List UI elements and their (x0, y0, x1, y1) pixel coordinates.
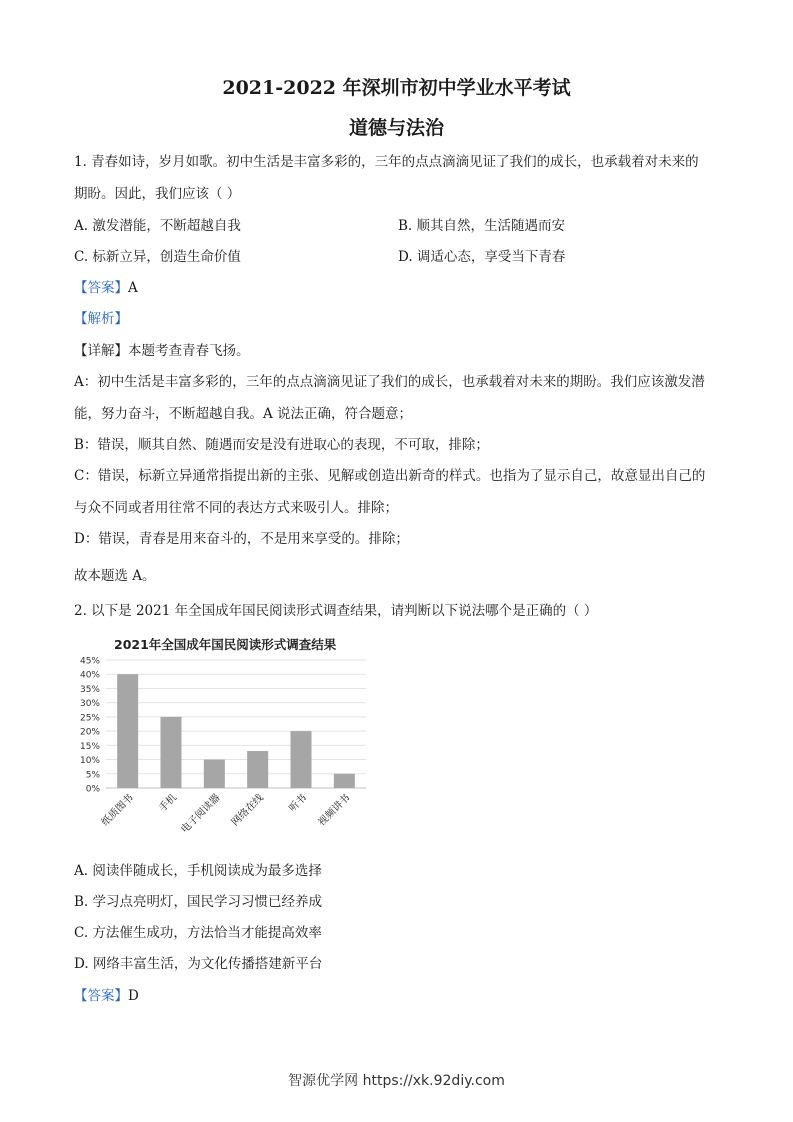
q1-option-a: A. 激发潜能，不断超越自我 (74, 218, 241, 234)
x-category-label: 听书 (287, 792, 310, 815)
subject-title: 道德与法治 (348, 117, 444, 139)
y-tick-label: 15% (79, 741, 100, 752)
y-tick-label: 10% (79, 756, 100, 767)
bar (291, 731, 312, 788)
y-tick-label: 25% (79, 713, 100, 724)
y-tick-label: 40% (79, 670, 100, 681)
q1-stem-line1: 1. 青春如诗，岁月如歌。初中生活是丰富多彩的，三年的点点滴滴见证了我们的成长，也承载着对未来的 (74, 154, 699, 170)
x-category-label: 手机 (157, 792, 180, 815)
q2-option-c: C. 方法催生成功，方法恰当才能提高效率 (74, 925, 322, 941)
bar (204, 760, 225, 788)
q2-option-a: A. 阅读伴随成长，手机阅读成为最多选择 (74, 863, 322, 879)
q2-option-b: B. 学习点亮明灯，国民学习习惯已经养成 (74, 894, 323, 910)
q2-option-d: D. 网络丰富生活，为文化传播搭建新平台 (74, 956, 323, 972)
q1-conclusion: 故本题选 A。 (74, 568, 156, 584)
y-tick-label: 5% (85, 770, 100, 781)
q1-stem-line2: 期盼。因此，我们应该（ ） (74, 186, 241, 202)
reading-form-chart (74, 630, 374, 845)
chart-title: 2021年全国成年国民阅读形式调查结果 (114, 637, 337, 652)
q1-answer-tag: 【答案】 (74, 280, 128, 296)
q1-option-d: D. 调适心态，享受当下青春 (398, 249, 566, 265)
q1-option-c: C. 标新立异，创造生命价值 (74, 249, 241, 265)
q1-analysis-c-line2: 与众不同或者用往常不同的表达方式来吸引人。排除； (74, 500, 398, 516)
bar-chart-svg (74, 630, 374, 845)
q1-analysis-a-line1: A：初中生活是丰富多彩的，三年的点点滴滴见证了我们的成长，也承载着对未来的期盼。我们应该激发潜 (74, 374, 705, 390)
y-tick-label: 30% (79, 699, 100, 710)
q1-analysis-tag: 【解析】 (74, 311, 128, 327)
q1-answer (74, 276, 138, 296)
bar (334, 774, 355, 788)
q2-answer-tag: 【答案】 (74, 988, 128, 1004)
y-tick-label: 0% (85, 784, 100, 795)
bar (117, 674, 138, 788)
q1-detail: 【详解】本题考查青春飞扬。 (74, 343, 250, 359)
q1-analysis-b: B：错误，顺其自然、随遇而安是没有进取心的表现，不可取，排除； (74, 437, 489, 453)
q1-analysis-d: D：错误，青春是用来奋斗的，不是用来享受的。排除； (74, 531, 409, 547)
q1-option-b: B. 顺其自然，生活随遇而安 (398, 218, 566, 234)
y-tick-label: 20% (79, 727, 100, 738)
x-category-label: 网络在线 (229, 792, 266, 829)
exam-title: 2021-2022 年深圳市初中学业水平考试 (222, 77, 571, 99)
q2-answer (74, 984, 139, 1004)
q1-analysis-a-line2: 能，努力奋斗，不断超越自我。A 说法正确，符合题意； (74, 406, 413, 422)
x-category-label: 纸质图书 (99, 792, 136, 829)
bar (161, 717, 182, 788)
q2-stem: 2. 以下是 2021 年全国成年国民阅读形式调查结果，请判断以下说法哪个是正确的（ ） (74, 603, 598, 619)
q1-analysis-c-line1: C：错误，标新立异通常指提出新的主张、见解或创造出新奇的样式。也指为了显示自己，故意显出自己的 (74, 468, 706, 484)
y-tick-label: 35% (79, 684, 100, 695)
x-category-label: 电子阅读器 (179, 792, 223, 836)
x-category-label: 视频讲书 (316, 792, 353, 829)
bar (247, 751, 268, 788)
q1-answer-value: A (128, 280, 138, 296)
q2-answer-value: D (128, 988, 139, 1004)
footer-watermark: 智源优学网 https://xk.92diy.com (288, 1073, 505, 1089)
y-tick-label: 45% (79, 656, 100, 667)
